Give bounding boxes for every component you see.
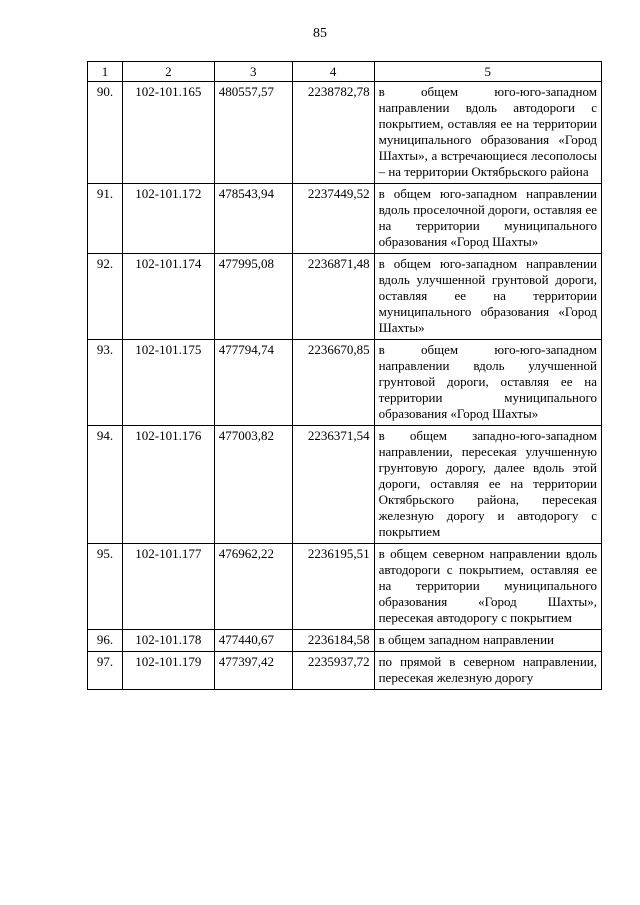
coordinate-x: 477003,82 — [214, 426, 292, 544]
coordinate-y: 2238782,78 — [292, 82, 374, 184]
point-code: 102-101.179 — [122, 652, 214, 690]
point-code: 102-101.177 — [122, 544, 214, 630]
coordinate-y: 2236670,85 — [292, 340, 374, 426]
row-number: 93. — [88, 340, 123, 426]
table-row — [88, 184, 602, 254]
point-code: 102-101.176 — [122, 426, 214, 544]
table-header-row — [88, 62, 602, 82]
boundary-description: в общем западно-юго-западном направлении, пересекая улучшенную грунтовую дорогу, далее вдоль этой дороги, оставляя ее на территории Октябрьского района, пересекая железную дорогу и автодорогу с покрытием — [374, 426, 601, 544]
boundary-description: в общем юго-юго-западном направлении вдоль улучшенной грунтовой дороги, оставляя ее на территории муниципального образования «Город Шахты» — [374, 340, 601, 426]
table-row — [88, 544, 602, 630]
coordinate-y: 2235937,72 — [292, 652, 374, 690]
point-code: 102-101.174 — [122, 254, 214, 340]
boundary-description: в общем юго-западном направлении вдоль проселочной дороги, оставляя ее на территории муниципального образования «Город Шахты» — [374, 184, 601, 254]
point-code: 102-101.165 — [122, 82, 214, 184]
table-row — [88, 254, 602, 340]
coordinate-x: 478543,94 — [214, 184, 292, 254]
boundary-description: в общем западном направлении — [374, 630, 601, 652]
coordinate-y: 2236371,54 — [292, 426, 374, 544]
table-row — [88, 82, 602, 184]
coordinate-y: 2237449,52 — [292, 184, 374, 254]
boundary-description: в общем северном направлении вдоль автодороги с покрытием, оставляя ее на территории муниципального образования «Город Шахты», пересекая автодорогу с покрытием — [374, 544, 601, 630]
row-number: 94. — [88, 426, 123, 544]
coordinate-x: 477995,08 — [214, 254, 292, 340]
coordinate-x: 476962,22 — [214, 544, 292, 630]
row-number: 96. — [88, 630, 123, 652]
table-row — [88, 652, 602, 690]
coordinate-x: 477794,74 — [214, 340, 292, 426]
coordinate-y: 2236184,58 — [292, 630, 374, 652]
point-code: 102-101.178 — [122, 630, 214, 652]
boundary-description: по прямой в северном направлении, пересекая железную дорогу — [374, 652, 601, 690]
table-row — [88, 426, 602, 544]
header-col-1: 1 — [88, 62, 123, 82]
coordinate-y: 2236195,51 — [292, 544, 374, 630]
header-col-3: 3 — [214, 62, 292, 82]
table-row — [88, 630, 602, 652]
row-number: 92. — [88, 254, 123, 340]
point-code: 102-101.172 — [122, 184, 214, 254]
page-number: 85 — [313, 26, 327, 41]
row-number: 91. — [88, 184, 123, 254]
boundary-description-table — [87, 61, 602, 690]
header-col-5: 5 — [374, 62, 601, 82]
table-row — [88, 340, 602, 426]
coordinate-y: 2236871,48 — [292, 254, 374, 340]
row-number: 90. — [88, 82, 123, 184]
header-col-2: 2 — [122, 62, 214, 82]
boundary-description: в общем юго-юго-западном направлении вдоль автодороги с покрытием, оставляя ее на территории муниципального образования «Город Шахты», а встречающиеся лесополосы – на территории Октябрьского района — [374, 82, 601, 184]
coordinate-x: 480557,57 — [214, 82, 292, 184]
row-number: 95. — [88, 544, 123, 630]
point-code: 102-101.175 — [122, 340, 214, 426]
header-col-4: 4 — [292, 62, 374, 82]
coordinate-x: 477440,67 — [214, 630, 292, 652]
coordinate-x: 477397,42 — [214, 652, 292, 690]
row-number: 97. — [88, 652, 123, 690]
boundary-description: в общем юго-западном направлении вдоль улучшенной грунтовой дороги, оставляя ее на территории муниципального образования «Город Шахты» — [374, 254, 601, 340]
